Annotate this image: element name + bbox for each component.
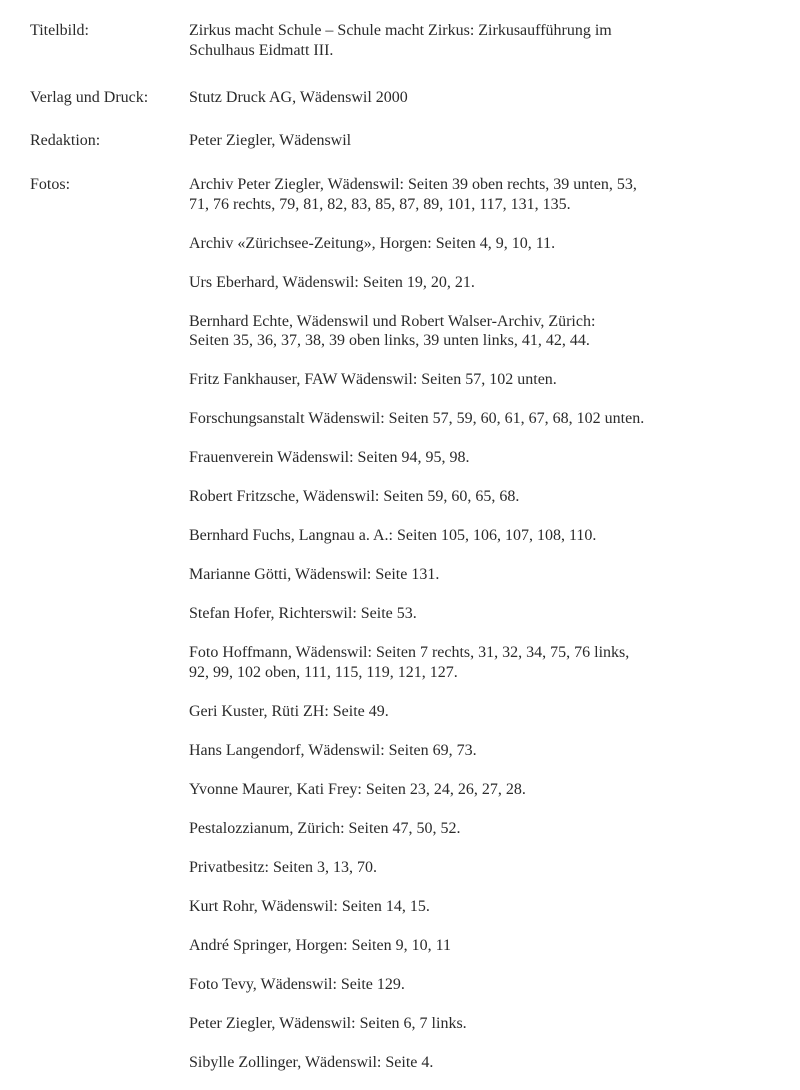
photo-credit [189, 175, 769, 214]
photo-credit [189, 780, 769, 800]
photo-credit-line: Marianne Götti, Wädenswil: Seite 131. [189, 566, 440, 583]
photo-credit-line: Pestalozzianum, Zürich: Seiten 47, 50, 52. [189, 819, 461, 837]
photo-credit [189, 858, 769, 878]
photo-credit [189, 370, 769, 390]
photo-credit [189, 1014, 769, 1034]
photo-credit-line: Archiv Peter Ziegler, Wädenswil: Seiten 39 oben rechts, 39 unten, 53, [189, 176, 637, 193]
photo-credit-line: Foto Tevy, Wädenswil: Seite 129. [189, 975, 405, 993]
photo-credit-line: Kurt Rohr, Wädenswil: Seiten 14, 15. [189, 897, 430, 915]
photo-credit [189, 936, 769, 956]
photo-credit [189, 273, 769, 293]
photo-credit [189, 526, 769, 546]
photo-credit [189, 487, 769, 507]
value-titelbild [189, 21, 769, 60]
photo-credit [189, 234, 769, 254]
photo-credit-line: Geri Kuster, Rüti ZH: Seite 49. [189, 702, 389, 720]
photo-credit-line: Frauenverein Wädenswil: Seiten 94, 95, 98. [189, 449, 470, 466]
value-redaktion: Peter Ziegler, Wädenswil [189, 132, 352, 149]
photo-credit [189, 1053, 769, 1073]
photo-credit [189, 409, 769, 429]
photo-credit [189, 448, 769, 468]
photo-credit [189, 565, 769, 585]
photo-credit-line: Yvonne Maurer, Kati Frey: Seiten 23, 24, 26, 27, 28. [189, 780, 526, 798]
photo-credit-line: Fritz Fankhauser, FAW Wädenswil: Seiten 57, 102 unten. [189, 371, 557, 388]
photo-credit [189, 819, 769, 839]
photo-credit [189, 975, 769, 995]
photo-credit-line: Forschungsanstalt Wädenswil: Seiten 57, 59, 60, 61, 67, 68, 102 unten. [189, 410, 645, 427]
photo-credit [189, 643, 769, 682]
photo-credit-line: 71, 76 rechts, 79, 81, 82, 83, 85, 87, 89, 101, 117, 131, 135. [189, 195, 571, 213]
photo-credit-line: Urs Eberhard, Wädenswil: Seiten 19, 20, 21. [189, 273, 475, 291]
photo-credit [189, 702, 769, 722]
photo-credit-line: André Springer, Horgen: Seiten 9, 10, 11 [189, 936, 451, 954]
photo-credit-line: Seiten 35, 36, 37, 38, 39 oben links, 39 unten links, 41, 42, 44. [189, 332, 590, 349]
photo-credit-line: Privatbesitz: Seiten 3, 13, 70. [189, 858, 377, 876]
photo-credit-line: 92, 99, 102 oben, 111, 115, 119, 121, 127. [189, 663, 458, 681]
photo-credit-line: Peter Ziegler, Wädenswil: Seiten 6, 7 links. [189, 1014, 467, 1032]
label-verlag: Verlag und Druck: [30, 89, 149, 106]
titelbild-line: Schulhaus Eidmatt III. [189, 41, 334, 59]
photo-credit-line: Hans Langendorf, Wädenswil: Seiten 69, 73. [189, 741, 477, 759]
photo-credit [189, 897, 769, 917]
label-titelbild: Titelbild: [30, 22, 89, 39]
photo-credit-line: Archiv «Zürichsee-Zeitung», Horgen: Seiten 4, 9, 10, 11. [189, 234, 556, 252]
photo-credit-line: Sibylle Zollinger, Wädenswil: Seite 4. [189, 1053, 434, 1071]
label-redaktion: Redaktion: [30, 132, 101, 149]
photo-credit-line: Stefan Hofer, Richterswil: Seite 53. [189, 605, 417, 622]
photo-credit-line: Robert Fritzsche, Wädenswil: Seiten 59, 60, 65, 68. [189, 488, 520, 505]
photo-credit-line: Bernhard Echte, Wädenswil und Robert Walser-Archiv, Zürich: [189, 312, 596, 330]
photo-credit [189, 741, 769, 761]
photo-credit [189, 312, 769, 351]
photo-credit [189, 604, 769, 624]
label-fotos: Fotos: [30, 176, 71, 193]
value-verlag: Stutz Druck AG, Wädenswil 2000 [189, 89, 408, 106]
titelbild-line: Zirkus macht Schule – Schule macht Zirkus: Zirkusaufführung im [189, 22, 612, 39]
photo-credit-line: Foto Hoffmann, Wädenswil: Seiten 7 rechts, 31, 32, 34, 75, 76 links, [189, 644, 630, 661]
photo-credit-line: Bernhard Fuchs, Langnau a. A.: Seiten 105, 106, 107, 108, 110. [189, 527, 597, 544]
